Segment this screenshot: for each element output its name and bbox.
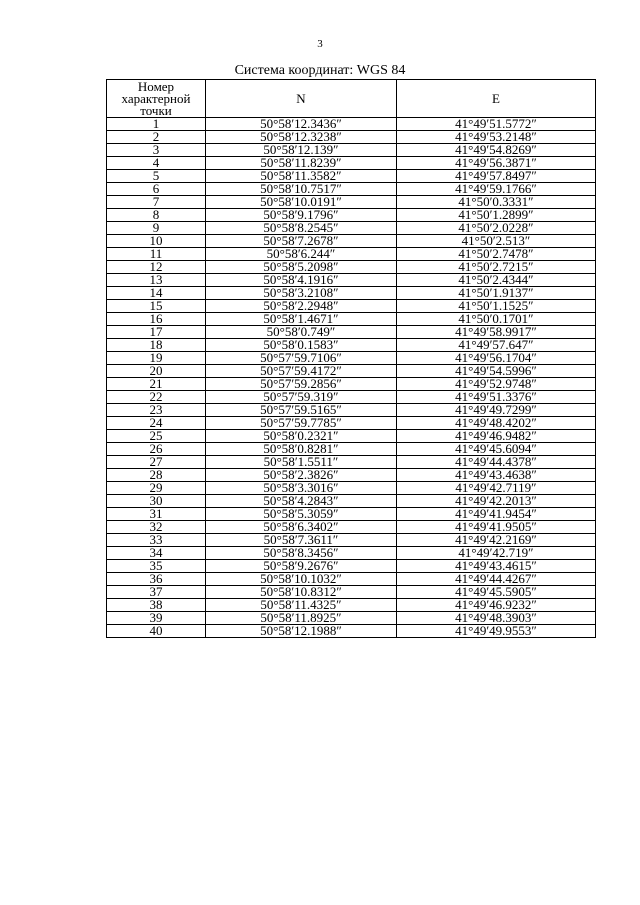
cell-point-number: 13 [107, 274, 206, 287]
coordinates-table [106, 79, 596, 638]
cell-e: 41°50′2.7215″ [397, 261, 596, 274]
cell-n: 50°58′10.0191″ [206, 196, 397, 209]
table-row [107, 248, 596, 261]
cell-n: 50°58′2.3826″ [206, 469, 397, 482]
table-row [107, 547, 596, 560]
cell-e: 41°49′48.3903″ [397, 612, 596, 625]
cell-n: 50°57′59.4172″ [206, 365, 397, 378]
cell-n: 50°57′59.2856″ [206, 378, 397, 391]
cell-n: 50°58′11.4325″ [206, 599, 397, 612]
table-row [107, 118, 596, 131]
cell-e: 41°50′2.0228″ [397, 222, 596, 235]
cell-point-number: 6 [107, 183, 206, 196]
table-row [107, 300, 596, 313]
table-row [107, 183, 596, 196]
cell-point-number: 34 [107, 547, 206, 560]
cell-n: 50°58′6.3402″ [206, 521, 397, 534]
cell-point-number: 1 [107, 118, 206, 131]
cell-n: 50°58′7.3611″ [206, 534, 397, 547]
cell-n: 50°58′0.1583″ [206, 339, 397, 352]
table-row [107, 586, 596, 599]
table-row [107, 391, 596, 404]
cell-n: 50°58′0.8281″ [206, 443, 397, 456]
cell-point-number: 23 [107, 404, 206, 417]
page-number: 3 [317, 38, 323, 50]
table-row [107, 144, 596, 157]
cell-n: 50°58′0.2321″ [206, 430, 397, 443]
cell-n: 50°58′7.2678″ [206, 235, 397, 248]
table-row [107, 443, 596, 456]
cell-point-number: 4 [107, 157, 206, 170]
table-row [107, 521, 596, 534]
cell-point-number: 37 [107, 586, 206, 599]
header-point-number: Номер характерной точки [107, 80, 206, 118]
table-row [107, 261, 596, 274]
cell-n: 50°57′59.7785″ [206, 417, 397, 430]
cell-e: 41°50′0.1701″ [397, 313, 596, 326]
cell-point-number: 28 [107, 469, 206, 482]
table-row [107, 235, 596, 248]
cell-n: 50°57′59.7106″ [206, 352, 397, 365]
cell-n: 50°58′10.8312″ [206, 586, 397, 599]
cell-e: 41°50′2.4344″ [397, 274, 596, 287]
cell-e: 41°49′42.7119″ [397, 482, 596, 495]
cell-e: 41°49′41.9454″ [397, 508, 596, 521]
cell-e: 41°49′57.8497″ [397, 170, 596, 183]
cell-point-number: 35 [107, 560, 206, 573]
table-row [107, 378, 596, 391]
table-row [107, 352, 596, 365]
table-row [107, 456, 596, 469]
cell-e: 41°50′1.2899″ [397, 209, 596, 222]
header-e: E [397, 80, 596, 118]
cell-point-number: 9 [107, 222, 206, 235]
table-row [107, 404, 596, 417]
table-row [107, 170, 596, 183]
cell-point-number: 5 [107, 170, 206, 183]
table-row [107, 274, 596, 287]
cell-n: 50°58′11.8239″ [206, 157, 397, 170]
cell-n: 50°58′11.8925″ [206, 612, 397, 625]
cell-point-number: 2 [107, 131, 206, 144]
table-row [107, 287, 596, 300]
cell-point-number: 32 [107, 521, 206, 534]
cell-n: 50°58′10.7517″ [206, 183, 397, 196]
table-row [107, 326, 596, 339]
cell-point-number: 38 [107, 599, 206, 612]
cell-n: 50°58′9.1796″ [206, 209, 397, 222]
cell-point-number: 12 [107, 261, 206, 274]
coordinate-system-caption: Система координат: WGS 84 [234, 63, 406, 78]
table-row [107, 157, 596, 170]
cell-e: 41°49′58.9917″ [397, 326, 596, 339]
cell-point-number: 31 [107, 508, 206, 521]
cell-n: 50°58′8.3456″ [206, 547, 397, 560]
cell-point-number: 15 [107, 300, 206, 313]
cell-point-number: 3 [107, 144, 206, 157]
cell-e: 41°49′45.6094″ [397, 443, 596, 456]
cell-e: 41°49′44.4267″ [397, 573, 596, 586]
cell-point-number: 19 [107, 352, 206, 365]
table-header [107, 80, 596, 118]
table-row [107, 131, 596, 144]
cell-point-number: 22 [107, 391, 206, 404]
cell-e: 41°49′56.1704″ [397, 352, 596, 365]
cell-e: 41°49′57.647″ [397, 339, 596, 352]
cell-e: 41°49′46.9232″ [397, 599, 596, 612]
cell-n: 50°58′5.3059″ [206, 508, 397, 521]
cell-e: 41°49′43.4638″ [397, 469, 596, 482]
cell-e: 41°49′53.2148″ [397, 131, 596, 144]
table-row [107, 612, 596, 625]
cell-e: 41°50′2.513″ [397, 235, 596, 248]
cell-n: 50°58′12.1988″ [206, 625, 397, 638]
cell-n: 50°58′10.1032″ [206, 573, 397, 586]
table-row [107, 495, 596, 508]
cell-e: 41°50′0.3331″ [397, 196, 596, 209]
cell-e: 41°49′54.8269″ [397, 144, 596, 157]
cell-point-number: 39 [107, 612, 206, 625]
cell-n: 50°58′1.4671″ [206, 313, 397, 326]
cell-e: 41°49′52.9748″ [397, 378, 596, 391]
cell-point-number: 27 [107, 456, 206, 469]
table-body [107, 118, 596, 638]
cell-point-number: 17 [107, 326, 206, 339]
cell-e: 41°50′1.1525″ [397, 300, 596, 313]
cell-n: 50°58′8.2545″ [206, 222, 397, 235]
cell-e: 41°49′51.3376″ [397, 391, 596, 404]
cell-e: 41°49′44.4378″ [397, 456, 596, 469]
cell-n: 50°58′5.2098″ [206, 261, 397, 274]
cell-point-number: 14 [107, 287, 206, 300]
cell-n: 50°58′0.749″ [206, 326, 397, 339]
cell-e: 41°50′2.7478″ [397, 248, 596, 261]
cell-e: 41°49′42.719″ [397, 547, 596, 560]
cell-n: 50°58′6.244″ [206, 248, 397, 261]
cell-e: 41°49′48.4202″ [397, 417, 596, 430]
table-row [107, 209, 596, 222]
cell-e: 41°49′54.5996″ [397, 365, 596, 378]
cell-e: 41°50′1.9137″ [397, 287, 596, 300]
cell-n: 50°58′3.3016″ [206, 482, 397, 495]
cell-point-number: 8 [107, 209, 206, 222]
table-row [107, 560, 596, 573]
header-row [107, 80, 596, 118]
table-row [107, 534, 596, 547]
cell-n: 50°58′12.139″ [206, 144, 397, 157]
table-row [107, 222, 596, 235]
cell-point-number: 20 [107, 365, 206, 378]
cell-point-number: 16 [107, 313, 206, 326]
table-row [107, 599, 596, 612]
cell-n: 50°58′12.3238″ [206, 131, 397, 144]
cell-n: 50°58′9.2676″ [206, 560, 397, 573]
cell-n: 50°58′12.3436″ [206, 118, 397, 131]
cell-point-number: 24 [107, 417, 206, 430]
table-row [107, 573, 596, 586]
table-row [107, 625, 596, 638]
cell-point-number: 11 [107, 248, 206, 261]
table-row [107, 508, 596, 521]
table-row [107, 313, 596, 326]
cell-e: 41°49′45.5905″ [397, 586, 596, 599]
table-row [107, 196, 596, 209]
cell-n: 50°58′11.3582″ [206, 170, 397, 183]
cell-n: 50°57′59.319″ [206, 391, 397, 404]
cell-e: 41°49′41.9505″ [397, 521, 596, 534]
cell-n: 50°58′2.2948″ [206, 300, 397, 313]
table-row [107, 430, 596, 443]
cell-point-number: 10 [107, 235, 206, 248]
table-row [107, 469, 596, 482]
cell-e: 41°49′56.3871″ [397, 157, 596, 170]
cell-e: 41°49′46.9482″ [397, 430, 596, 443]
table-row [107, 365, 596, 378]
table-row [107, 417, 596, 430]
cell-e: 41°49′49.7299″ [397, 404, 596, 417]
cell-e: 41°49′59.1766″ [397, 183, 596, 196]
cell-point-number: 36 [107, 573, 206, 586]
cell-e: 41°49′49.9553″ [397, 625, 596, 638]
cell-e: 41°49′42.2013″ [397, 495, 596, 508]
cell-n: 50°57′59.5165″ [206, 404, 397, 417]
table-row [107, 482, 596, 495]
cell-e: 41°49′43.4615″ [397, 560, 596, 573]
cell-point-number: 26 [107, 443, 206, 456]
cell-point-number: 18 [107, 339, 206, 352]
cell-point-number: 21 [107, 378, 206, 391]
cell-point-number: 33 [107, 534, 206, 547]
table-row [107, 339, 596, 352]
cell-point-number: 7 [107, 196, 206, 209]
cell-n: 50°58′4.2843″ [206, 495, 397, 508]
cell-e: 41°49′42.2169″ [397, 534, 596, 547]
cell-n: 50°58′3.2108″ [206, 287, 397, 300]
cell-n: 50°58′1.5511″ [206, 456, 397, 469]
header-n: N [206, 80, 397, 118]
cell-n: 50°58′4.1916″ [206, 274, 397, 287]
cell-point-number: 25 [107, 430, 206, 443]
cell-e: 41°49′51.5772″ [397, 118, 596, 131]
cell-point-number: 29 [107, 482, 206, 495]
cell-point-number: 30 [107, 495, 206, 508]
cell-point-number: 40 [107, 625, 206, 638]
